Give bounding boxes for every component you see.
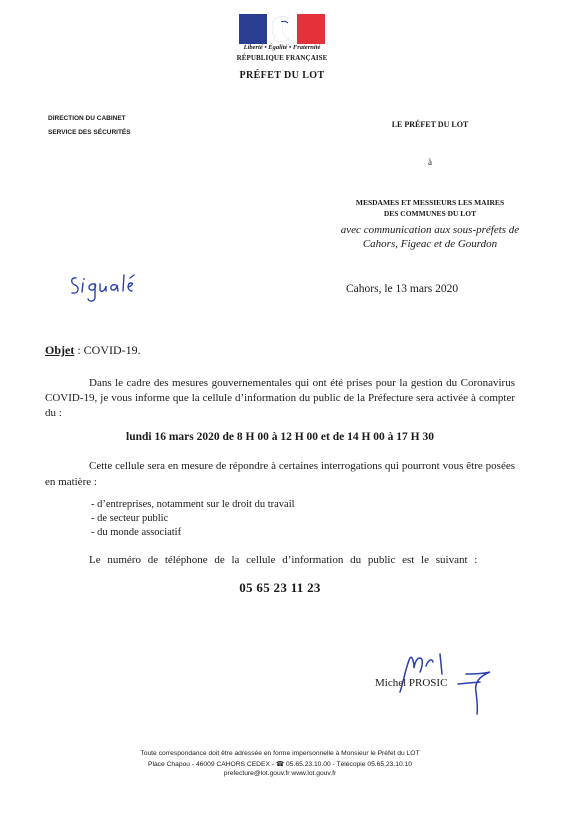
recipient-line-3: avec communication aux sous-préfets de (340, 224, 520, 236)
signer-name: Michel PROSIC (375, 677, 448, 689)
marianne-profile-icon (263, 15, 301, 44)
footer-line-2: Place Chapou - 46009 CAHORS CEDEX - ☎ 05.65.23.10.00 - Télécopie 05.65.23.10.10 (148, 761, 412, 768)
sender-direction: DIRECTION DU CABINET (48, 115, 126, 122)
phone-number: 05 65 23 11 23 (239, 580, 321, 595)
handwritten-annotation (68, 272, 148, 304)
flag-red-band (297, 14, 325, 44)
recipient-line-1: MESDAMES ET MESSIEURS LES MAIRES (355, 198, 505, 207)
subject-text: : COVID-19. (74, 343, 141, 357)
subject-label: Objet (45, 343, 75, 357)
recipient-line-4: Cahors, Figeac et de Gourdon (362, 238, 498, 250)
body-paragraph-3: Le numéro de téléphone de la cellule d’information du public est le suivant : (89, 554, 478, 566)
prefecture-title: PRÉFET DU LOT (239, 70, 325, 81)
list-item: - du monde associatif (91, 527, 182, 538)
sender-service: SERVICE DES SÉCURITÉS (48, 129, 131, 136)
republic-motto: Liberté • Égalité • Fraternité (243, 44, 321, 51)
body-paragraph-1: Dans le cadre des mesures gouvernementales qui ont été prises pour la gestion du Coronavirus COVID-19, je vous informe que la cellule d’information du public de la Préfecture sera activée à compter du : (45, 377, 515, 419)
footer-line-1: Toute correspondance doit être adressée en forme impersonnelle à Monsieur le Préfet du LOT (140, 750, 420, 757)
footer-line-3: prefecture@lot.gouv.fr www.lot.gouv.fr (223, 770, 337, 777)
letter-from: LE PRÉFET DU LOT (391, 120, 469, 129)
body-paragraph-2: Cette cellule sera en mesure de répondre à certaines interrogations qui pourront vous être posées en matière : (45, 460, 515, 488)
list-item: - de secteur public (91, 513, 169, 524)
list-item: - d’entreprises, notamment sur le droit du travail (91, 499, 295, 510)
topic-list (91, 498, 295, 540)
letter-to-word: à (428, 157, 432, 167)
letter-date: Cahors, le 13 mars 2020 (346, 283, 459, 295)
letter-subject (45, 343, 141, 358)
republic-name: RÉPUBLIQUE FRANÇAISE (236, 54, 328, 62)
opening-hours: lundi 16 mars 2020 de 8 H 00 à 12 H 00 et de 14 H 00 à 17 H 30 (126, 431, 434, 443)
recipient-line-2: DES COMMUNES DU LOT (383, 209, 477, 218)
